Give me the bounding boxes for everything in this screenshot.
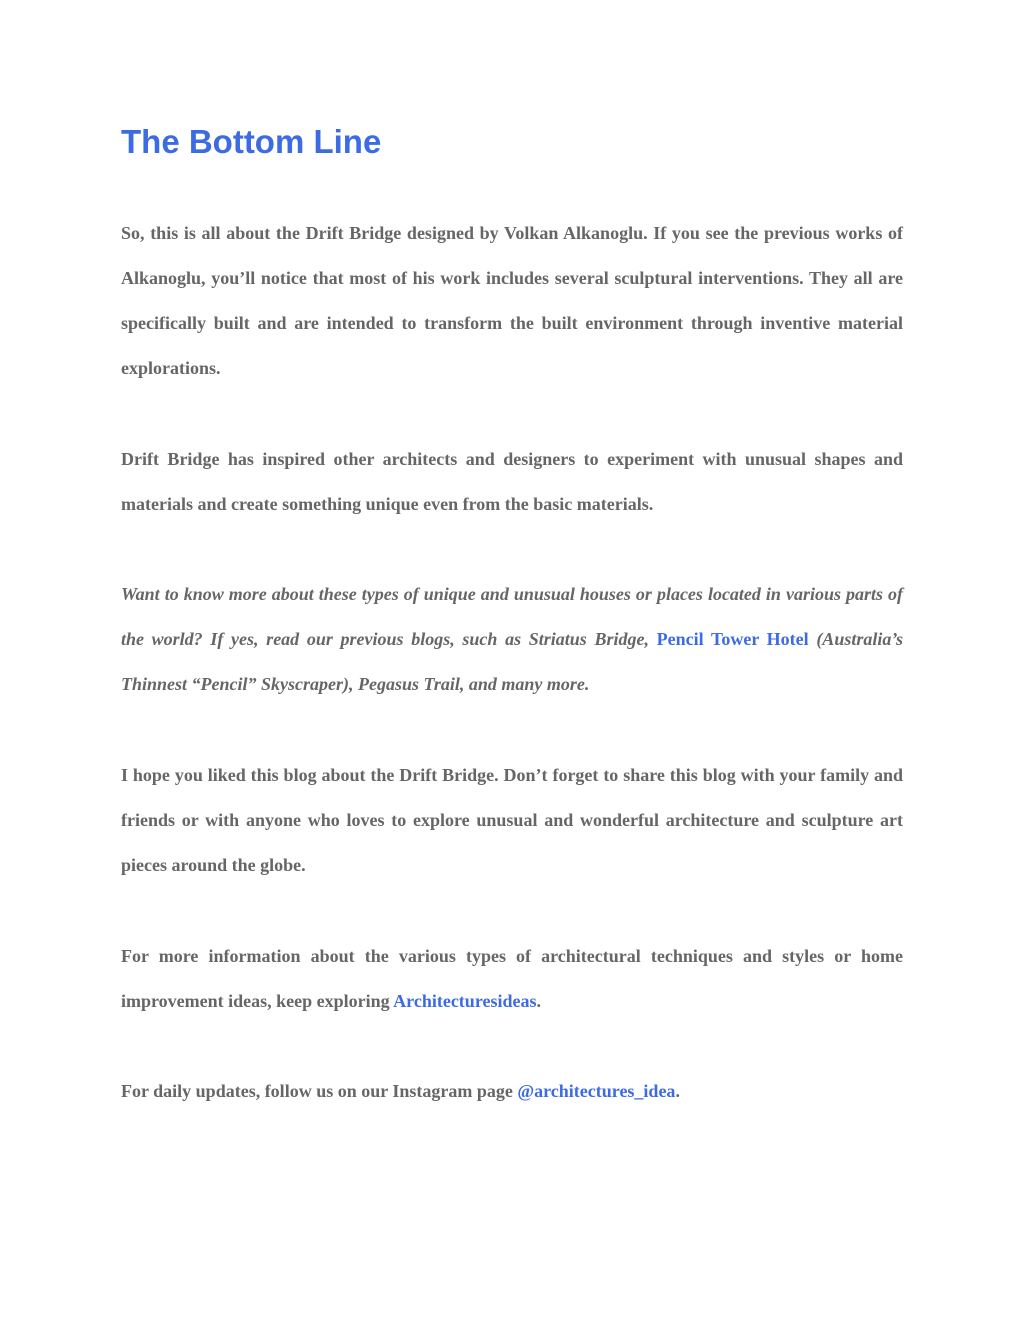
paragraph-instagram bbox=[121, 1069, 903, 1114]
paragraph-more-info bbox=[121, 934, 903, 1024]
paragraph-more-blogs-text-end: (Australia’s Thinnest “Pencil” Skyscraper), Pegasus Trail, and many more. bbox=[121, 629, 903, 694]
pencil-tower-hotel-link[interactable]: Pencil Tower Hotel bbox=[656, 629, 809, 649]
paragraph-instagram-text: For daily updates, follow us on our Instagram page bbox=[121, 1081, 513, 1101]
paragraph-summary: So, this is all about the Drift Bridge designed by Volkan Alkanoglu. If you see the previous works of Alkanoglu, you’ll notice that most of his work includes several sculptural interventions. They all are specifically built and are intended to transform the built environment through inventive material explorations. bbox=[121, 223, 903, 378]
page-title: The Bottom Line bbox=[121, 123, 382, 160]
paragraph-more-blogs-text: Want to know more about these types of unique and unusual houses or places located in various parts of the world? If yes, read our previous blogs, such as Striatus Bridge, bbox=[121, 584, 903, 649]
paragraph-share: I hope you liked this blog about the Drift Bridge. Don’t forget to share this blog with your family and friends or with anyone who loves to explore unusual and wonderful architecture and sculpture art pieces around the globe. bbox=[121, 765, 903, 875]
paragraph-inspiration: Drift Bridge has inspired other architects and designers to experiment with unusual shapes and materials and create something unique even from the basic materials. bbox=[121, 449, 903, 514]
instagram-handle-link[interactable]: @architectures_idea bbox=[517, 1081, 676, 1101]
paragraph-instagram-period: . bbox=[675, 1081, 680, 1101]
architecturesideas-link[interactable]: Architecturesideas bbox=[393, 991, 537, 1011]
paragraph-more-info-period: . bbox=[536, 991, 541, 1011]
paragraph-more-info-text: For more information about the various types of architectural techniques and styles or home improvement ideas, keep exploring bbox=[121, 946, 903, 1011]
paragraph-more-blogs bbox=[121, 572, 903, 707]
